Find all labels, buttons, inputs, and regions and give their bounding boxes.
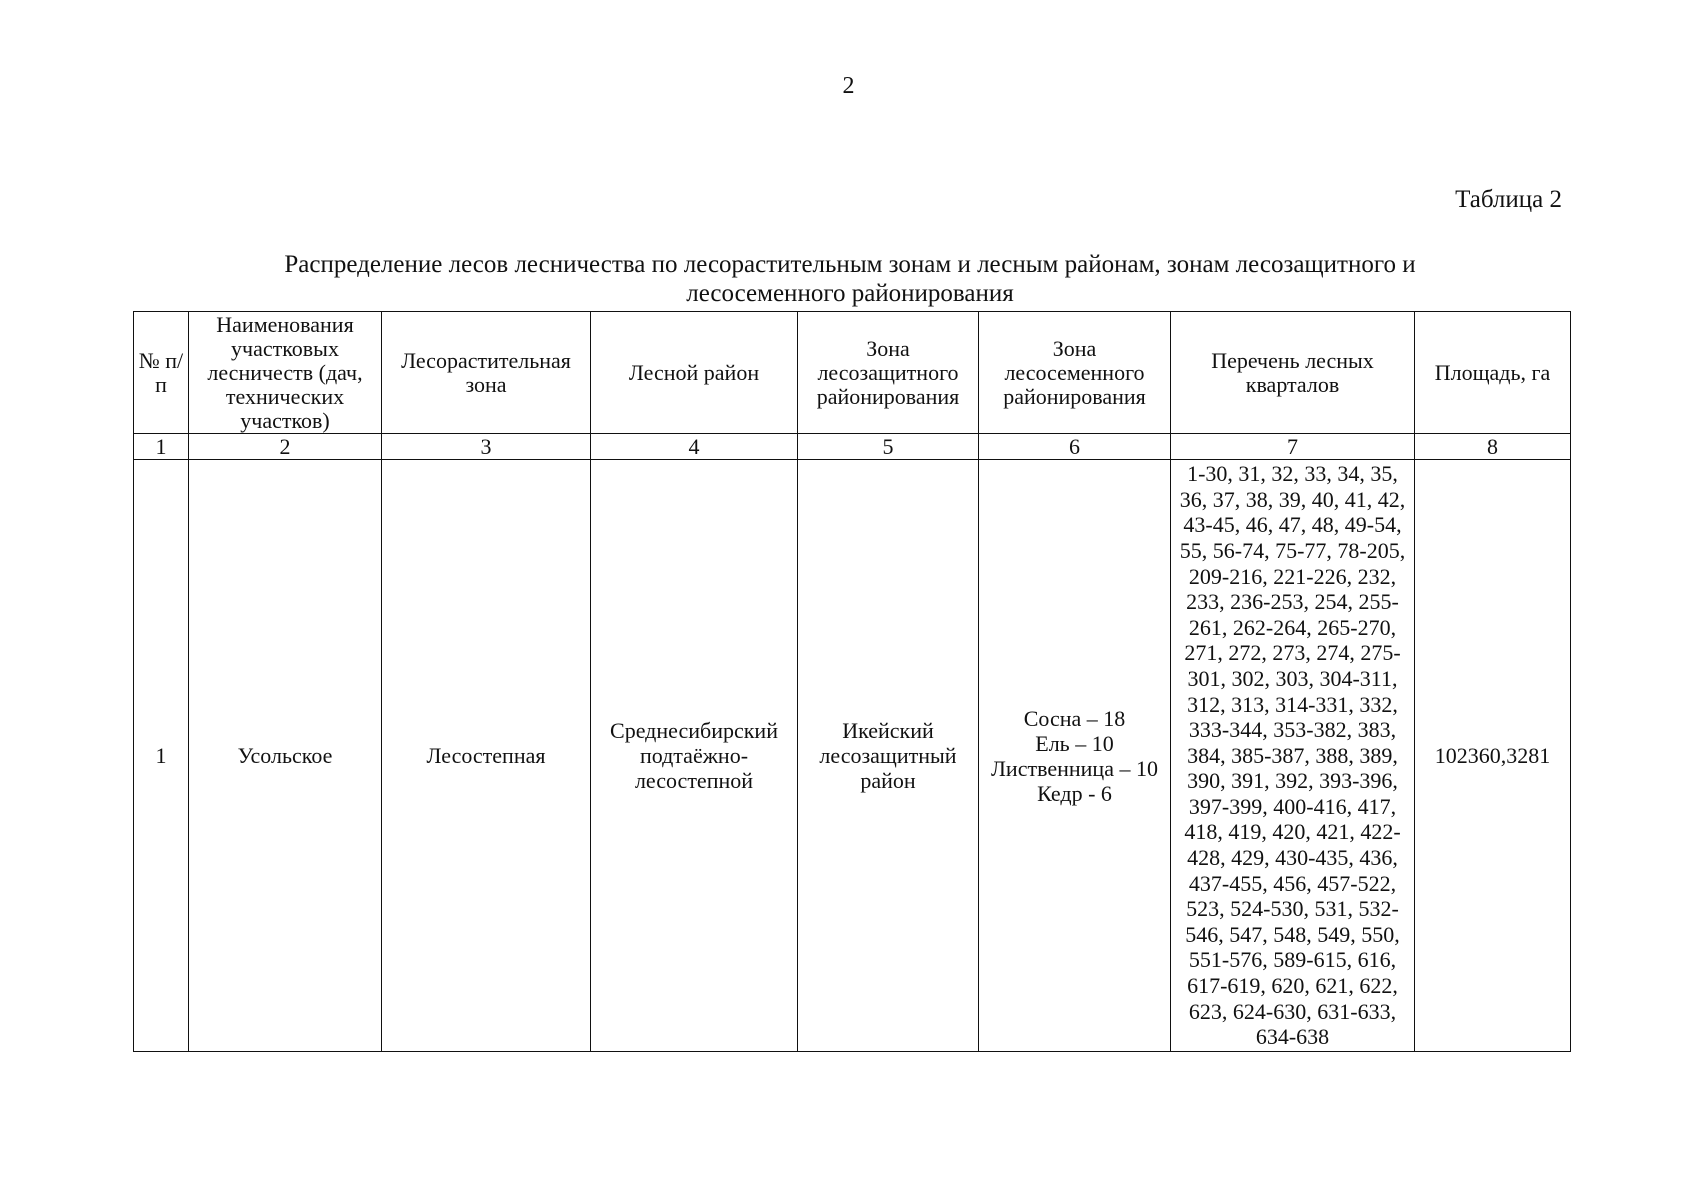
header-seed-zone: Зона лесосеменного районирования (979, 312, 1171, 434)
forest-region: Среднесибирский подтаёжно-лесостепной (591, 460, 798, 1052)
column-number: 3 (382, 434, 591, 460)
header-growth-zone: Лесорастительная зона (382, 312, 591, 434)
seed-zone-spruce: Ель – 10 (1035, 730, 1114, 756)
seed-zone-larch: Лиственница – 10 (991, 755, 1158, 781)
header-area: Площадь, га (1415, 312, 1571, 434)
protection-zone: Икейский лесозащитный район (798, 460, 979, 1052)
header-forestry-name: Наименования участковых лесничеств (дач, технических участков) (189, 312, 382, 434)
forest-quarters-list: 1-30, 31, 32, 33, 34, 35, 36, 37, 38, 39, 40, 41, 42, 43-45, 46, 47, 48, 49-54, 55, 56-74, 75-77, 78-205, 209-216, 221-226, 232, 233, 236-253, 254, 255-261, 262-264, 265-270, 271, 272, 273, 274, 275-301, 302, 303, 304-311, 312, 313, 314-331, 332, 333-344, 353-382, 383, 384, 385-387, 388, 389, 390, 391, 392, 393-396, 397-399, 400-416, 417, 418, 419, 420, 421, 422-428, 429, 430-435, 436, 437-455, 456, 457-522, 523, 524-530, 531, 532-546, 547, 548, 549, 550, 551-576, 589-615, 616, 617-619, 620, 621, 622, 623, 624-630, 631-633, 634-638 (1171, 460, 1415, 1052)
table-title (130, 250, 1570, 308)
header-row (134, 312, 1571, 434)
seed-zone-cedar: Кедр - 6 (1037, 780, 1112, 806)
table-row (134, 460, 1571, 1052)
column-number: 6 (979, 434, 1171, 460)
page-number: 2 (842, 73, 855, 99)
forest-distribution-table (133, 311, 1571, 1052)
forestry-name: Усольское (189, 460, 382, 1052)
header-protection-zone: Зона лесозащитного районирования (798, 312, 979, 434)
column-number: 2 (189, 434, 382, 460)
table-label: Таблица 2 (1455, 186, 1562, 213)
header-number: № п/п (134, 312, 189, 434)
area-value: 102360,3281 (1415, 460, 1571, 1052)
row-number: 1 (134, 460, 189, 1052)
header-forest-region: Лесной район (591, 312, 798, 434)
seed-zone-pine: Сосна – 18 (1023, 705, 1126, 731)
column-number: 7 (1171, 434, 1415, 460)
column-number: 5 (798, 434, 979, 460)
growth-zone: Лесостепная (382, 460, 591, 1052)
header-quarters-list: Перечень лесных кварталов (1171, 312, 1415, 434)
column-number: 8 (1415, 434, 1571, 460)
column-number: 4 (591, 434, 798, 460)
table-title-line-1: Распределение лесов лесничества по лесорастительным зонам и лесным районам, зонам лесозащитного и (284, 251, 1416, 278)
seed-zone (979, 460, 1171, 1052)
table-title-line-2: лесосеменного районирования (686, 280, 1014, 307)
column-number: 1 (134, 434, 189, 460)
column-number-row (134, 434, 1571, 460)
